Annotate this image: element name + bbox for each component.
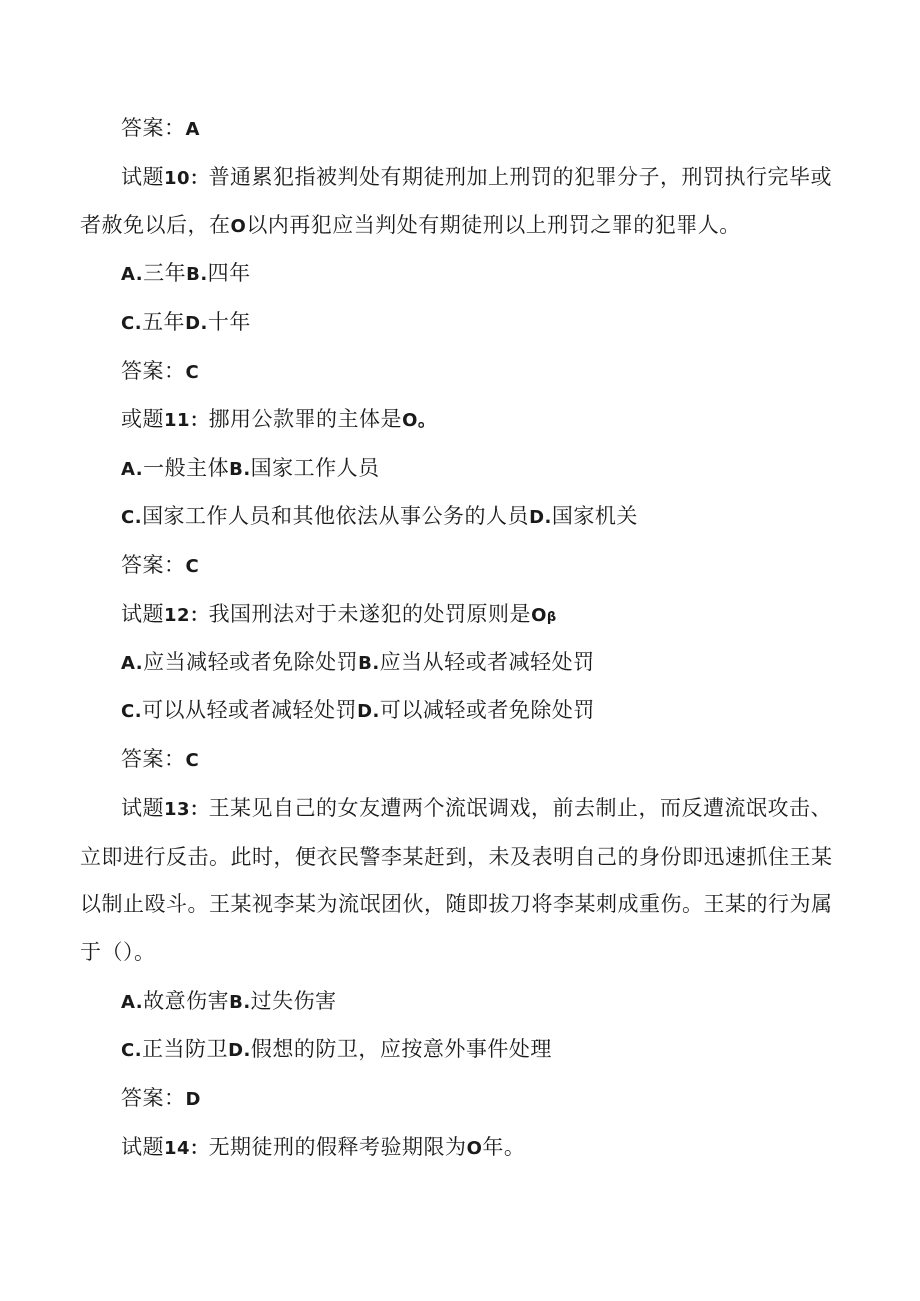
question-12-options-ab: A.应当减轻或者免除处罚B.应当从轻或者减轻处罚: [121, 650, 595, 674]
question-10-options-cd: C.五年D.十年: [121, 310, 251, 334]
question-13-line-2: 立即进行反击。此时，便衣民警李某赶到，未及表明自己的身份即迅速抓住王某: [80, 845, 833, 869]
answer-line-q12: 答案：C: [121, 747, 200, 771]
question-11-options-cd: C.国家工作人员和其他依法从事公务的人员D.国家机关: [121, 504, 638, 528]
answer-line-q9: 答案：A: [121, 116, 200, 140]
question-11-line: 或题11：挪用公款罪的主体是O。: [121, 407, 437, 431]
answer-line-q11: 答案：C: [121, 553, 200, 577]
question-10-line-1: 试题10：普通累犯指被判处有期徒刑加上刑罚的犯罪分子，刑罚执行完毕或: [121, 165, 833, 189]
answer-line-q10: 答案：C: [121, 359, 200, 383]
answer-line-q13: 答案：D: [121, 1086, 201, 1110]
question-13-line-1: 试题13：王某见自己的女友遭两个流氓调戏，前去制止，而反遭流氓攻击、: [121, 796, 833, 820]
question-12-options-cd: C.可以从轻或者减轻处罚D.可以减轻或者免除处罚: [121, 698, 595, 722]
question-14-line: 试题14：无期徒刑的假释考验期限为O年。: [121, 1135, 526, 1159]
question-12-line: 试题12：我国刑法对于未遂犯的处罚原则是Oβ: [121, 602, 557, 626]
question-13-line-4: 于（）。: [80, 940, 156, 964]
question-10-options-ab: A.三年B.四年: [121, 261, 251, 285]
question-13-line-3: 以制止殴斗。王某视李某为流氓团伙，随即拔刀将李某刺成重伤。王某的行为属: [80, 892, 833, 916]
question-13-options-cd: C.正当防卫D.假想的防卫，应按意外事件处理: [121, 1037, 552, 1061]
question-11-options-ab: A.一般主体B.国家工作人员: [121, 456, 380, 480]
question-10-line-2: 者赦免以后，在O以内再犯应当判处有期徒刑以上刑罚之罪的犯罪人。: [80, 213, 741, 237]
question-13-options-ab: A.故意伤害B.过失伤害: [121, 989, 337, 1013]
